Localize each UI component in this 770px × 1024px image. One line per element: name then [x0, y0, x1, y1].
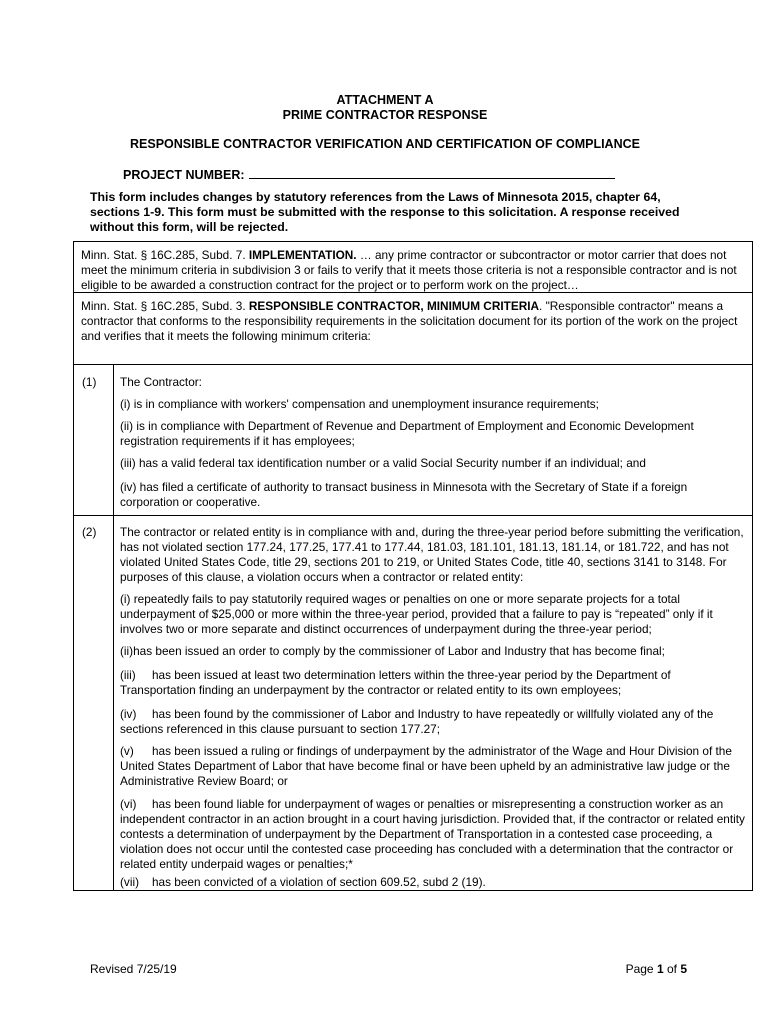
- criteria-2-number: (2): [82, 525, 97, 539]
- criteria-2-iv-num: (iv): [120, 707, 137, 721]
- criteria-2-vi-text: has been found liable for underpayment of wages or penalties or misrepresenting a construction worker as an independent contractor in an action brought in a court having jurisdiction. Provided that, if the contractor or related entity contests a determination of underpayment by the Department of Transportation in a contested case proceeding, a violation does not occur until the contested case proceeding has concluded with a determination that the contractor or related entity underpaid wages or penalties;*: [120, 797, 745, 871]
- criteria-1-ii: (ii) is in compliance with Department of Revenue and Department of Employment and Economic Development registration requirements if it has employees;: [120, 419, 694, 448]
- criteria-2-iii-text: has been issued at least two determination letters within the three-year period by the Department of Transportation finding an underpayment by the contractor or related entity to its own employees;: [120, 668, 671, 697]
- criteria-1-i: (i) is in compliance with workers' compensation and unemployment insurance requirements;: [120, 397, 599, 411]
- project-number-field[interactable]: [249, 167, 615, 179]
- s2-prefix: Minn. Stat. § 16C.285, Subd. 3.: [81, 299, 249, 313]
- criteria-2-iii-num: (iii): [120, 668, 136, 682]
- criteria-2-i: (i) repeatedly fails to pay statutorily required wages or penalties on one or more separate projects for a total underpayment of $25,000 or more within the three-year period, provided that a failure to pay is “repeated” only if it involves two or more separate and distinct occurrences of underpayment during the three-year period;: [120, 592, 713, 636]
- criteria-2-v: [120, 744, 748, 789]
- intro-paragraph: This form includes changes by statutory references from the Laws of Minnesota 2015, chapter 64, sections 1-9. This form must be submitted with the response to this solicitation. A response received without this form, will be rejected.: [90, 190, 680, 234]
- page-total: 5: [680, 962, 687, 976]
- criteria-2-vii-num: (vii): [120, 875, 139, 889]
- criteria-2-vi: [120, 797, 748, 872]
- criteria-2-vii: [120, 875, 748, 890]
- title-response: PRIME CONTRACTOR RESPONSE: [282, 108, 488, 122]
- criteria-2-v-text: has been issued a ruling or findings of underpayment by the administrator of the Wage and Hour Division of the United States Department of Labor that have become final or have been upheld by an administrative law judge or the Administrative Review Board; or: [120, 744, 732, 788]
- criteria-1-iv: (iv) has filed a certificate of authority to transact business in Minnesota with the Secretary of State if a foreign corporation or cooperative.: [120, 480, 688, 509]
- minimum-criteria-section: [74, 293, 752, 365]
- criteria-1-iii: (iii) has a valid federal tax identification number or a valid Social Security number if an individual; and: [120, 456, 646, 470]
- page-of: of: [663, 962, 681, 976]
- s1-heading: IMPLEMENTATION.: [248, 248, 357, 262]
- project-number-line: [123, 167, 615, 182]
- s2-heading: RESPONSIBLE CONTRACTOR, MINIMUM CRITERIA: [248, 299, 540, 313]
- s1-prefix: Minn. Stat. § 16C.285, Subd. 7.: [81, 248, 249, 262]
- page-indicator: [626, 962, 687, 976]
- criteria-2-iii: [120, 668, 748, 698]
- implementation-section: [74, 242, 752, 293]
- row-divider: [74, 515, 752, 516]
- column-divider: [113, 365, 114, 891]
- criteria-table: [73, 241, 753, 891]
- s1-text: … any prime contractor or subcontractor or motor carrier that does not meet the minimum criteria in subdivision 3 or fails to verify that it meets those criteria is not a responsible contractor and is not eligible to be awarded a construction contract for the project or to perform work on the project…: [81, 248, 737, 292]
- criteria-1-number: (1): [82, 375, 97, 389]
- revised-date: Revised 7/25/19: [90, 962, 177, 976]
- criteria-2-iv: [120, 707, 748, 737]
- criteria-2-vi-num: (vi): [120, 797, 137, 811]
- title-verification: RESPONSIBLE CONTRACTOR VERIFICATION AND CERTIFICATION OF COMPLIANCE: [130, 137, 640, 151]
- project-number-label: PROJECT NUMBER:: [123, 168, 245, 182]
- criteria-2-lead: The contractor or related entity is in compliance with and, during the three-year period before submitting the verification, has not violated section 177.24, 177.25, 177.41 to 177.44, 181.03, 181.101, 181.13, 181.14, or 181.722, and has not violated United States Code, title 29, sections 201 to 219, or United States Code, title 40, sections 3141 to 3148. For purposes of this clause, a violation occurs when a contractor or related entity:: [120, 525, 744, 584]
- criteria-1-lead: The Contractor:: [120, 375, 202, 389]
- criteria-2-ii: (ii)has been issued an order to comply by the commissioner of Labor and Industry that has become final;: [120, 644, 665, 658]
- s2-text: . "Responsible contractor" means a contractor that conforms to the responsibility requirements in the solicitation document for its portion of the work on the project and verifies that it meets the following minimum criteria:: [81, 299, 738, 343]
- criteria-2-v-num: (v): [120, 744, 134, 758]
- criteria-2-vii-text: has been convicted of a violation of section 609.52, subd 2 (19).: [152, 875, 486, 889]
- criteria-2-iv-text: has been found by the commissioner of Labor and Industry to have repeatedly or willfully violated any of the sections referenced in this clause pursuant to section 177.27;: [120, 707, 714, 736]
- page-prefix: Page: [625, 962, 657, 976]
- page-number: 1: [656, 962, 664, 976]
- title-attachment: ATTACHMENT A: [336, 93, 434, 107]
